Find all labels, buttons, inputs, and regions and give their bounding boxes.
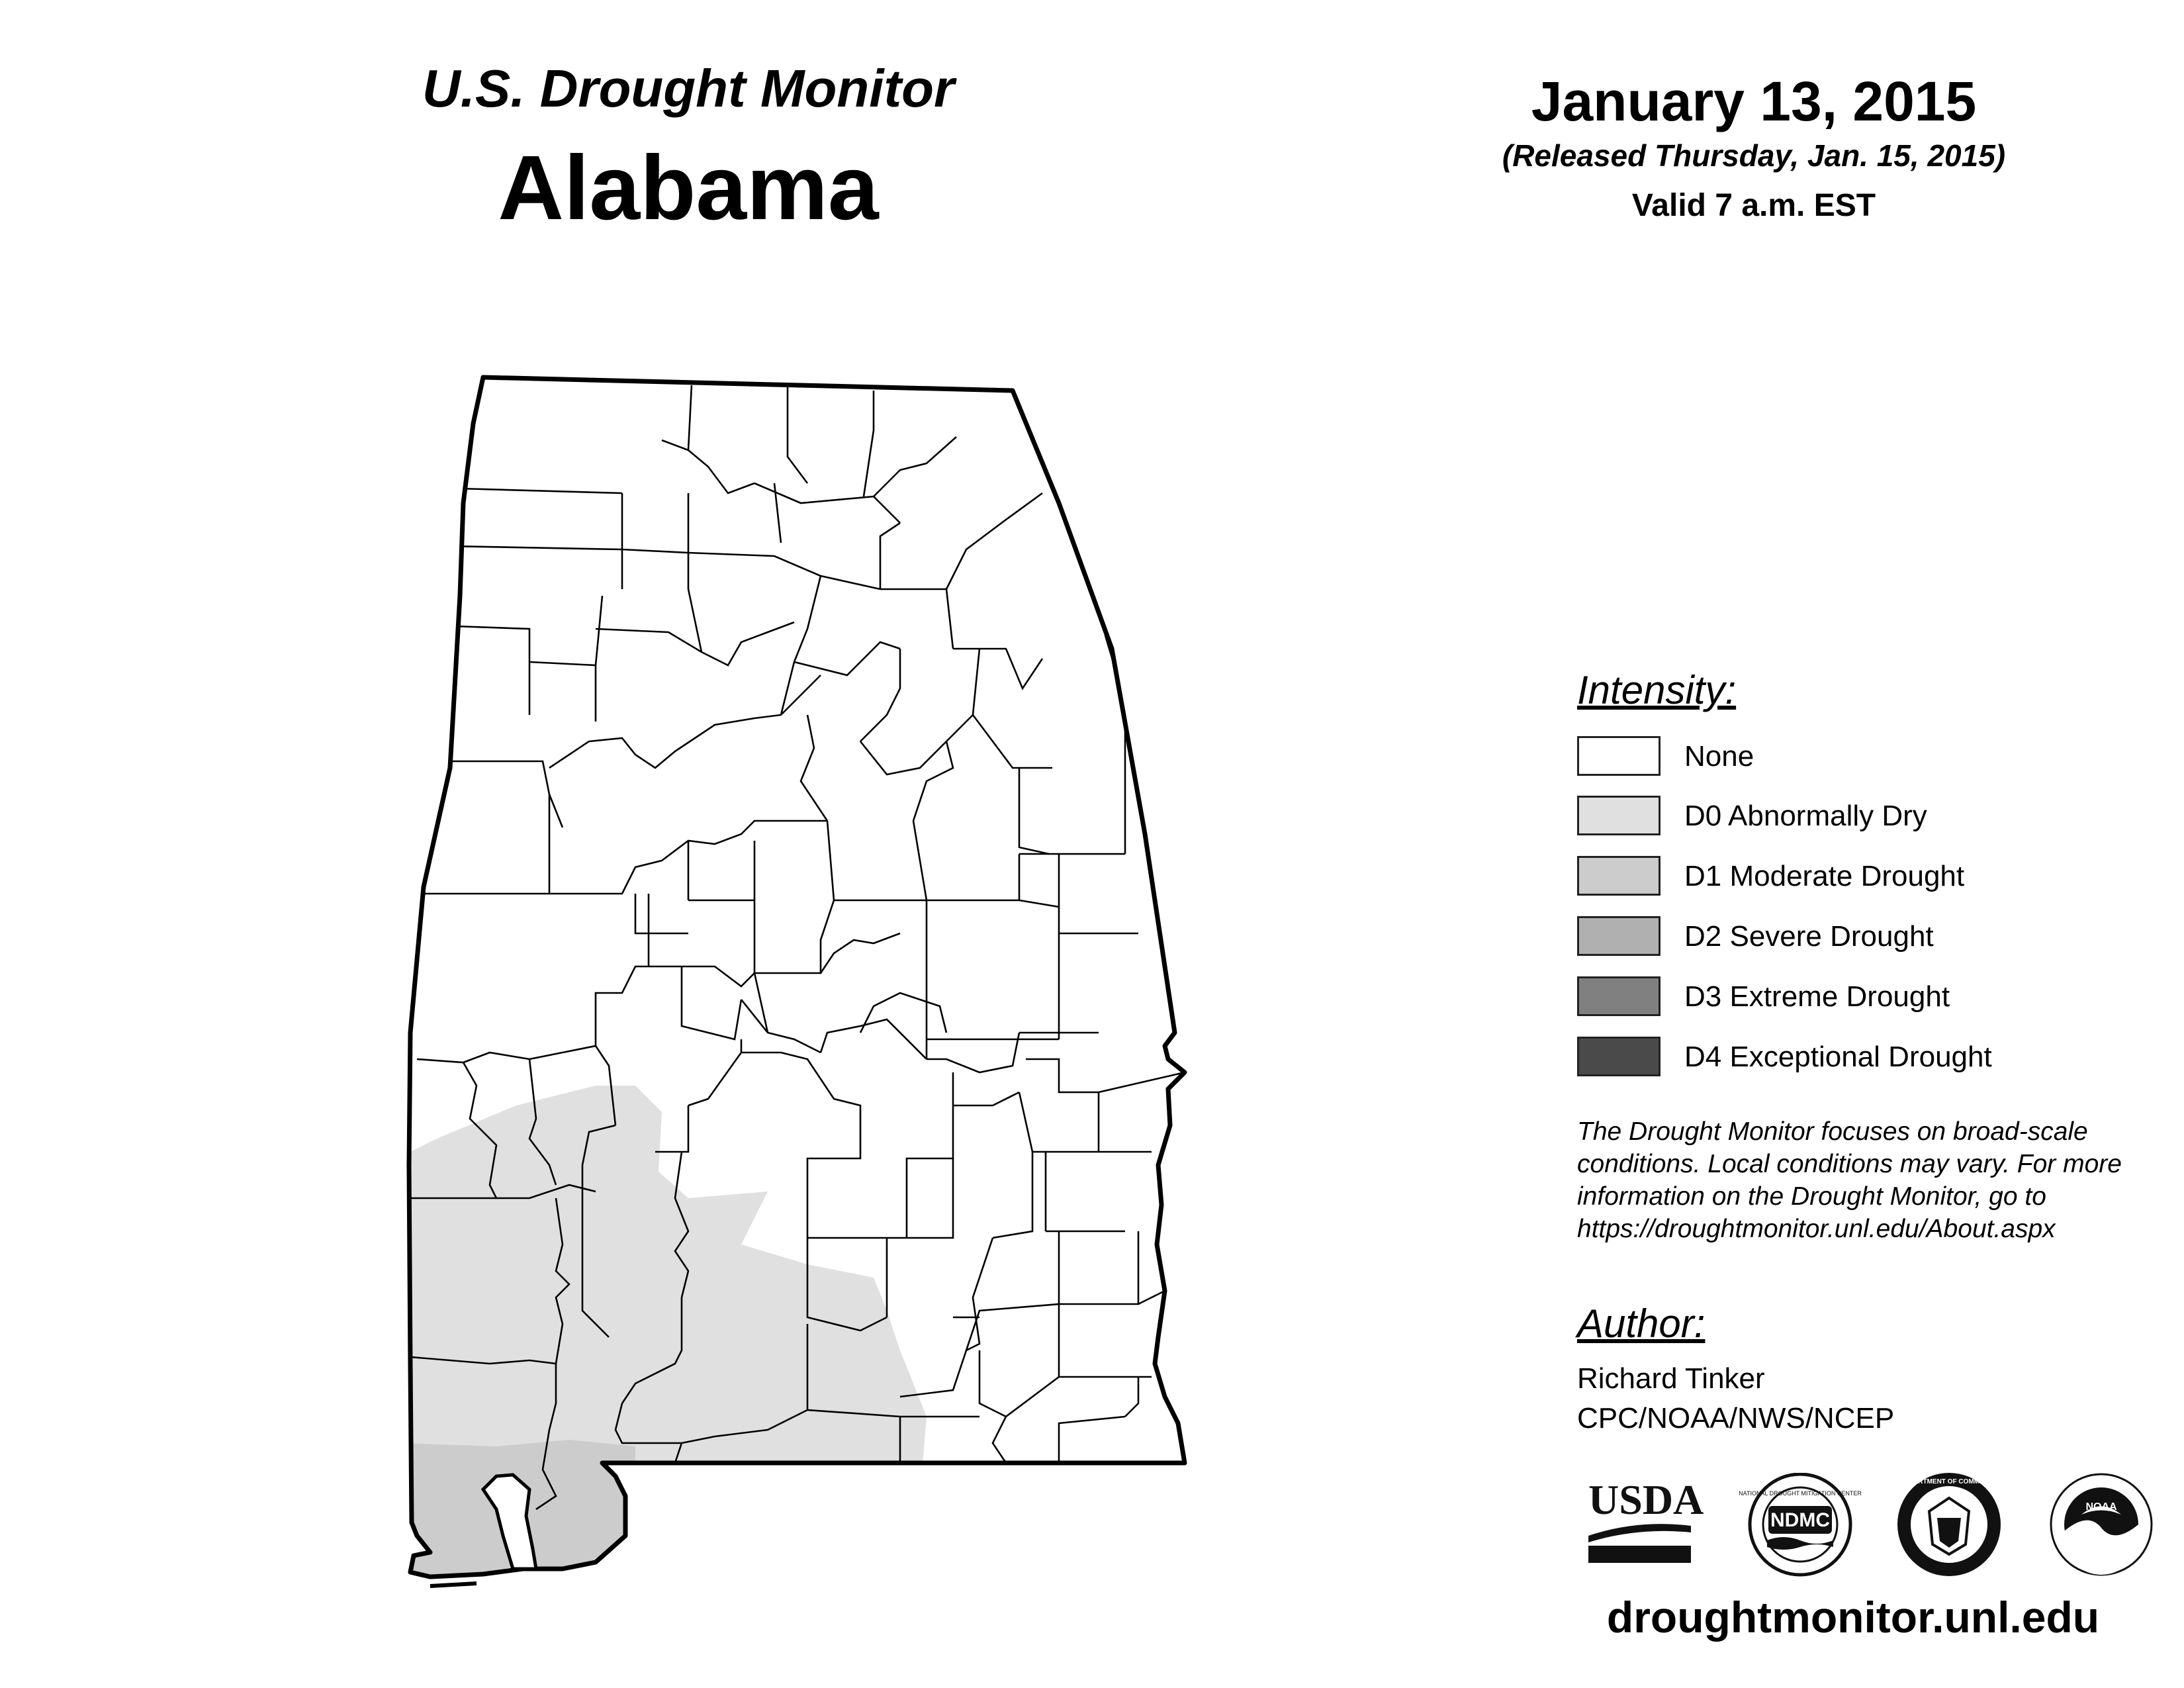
legend-swatch — [1577, 736, 1661, 776]
commerce-seal-icon — [1897, 1473, 2001, 1576]
noaa-seal-icon — [2051, 1474, 2152, 1575]
alabama-drought-map — [397, 371, 1191, 1628]
legend-label: D3 Extreme Drought — [1684, 980, 1950, 1013]
author-heading: Author: — [1577, 1301, 1706, 1346]
map-date: January 13, 2015 — [1531, 70, 1977, 132]
disclaimer-note: The Drought Monitor focuses on broad-scale conditions. Local conditions may vary. For more information on the Drought Monitor, go to https://droughtmonitor.unl.edu/About.aspx — [1577, 1117, 2122, 1243]
commerce-ring-text: DEPARTMENT OF COMMERCE — [1900, 1478, 1998, 1485]
site-url-link[interactable]: droughtmonitor.unl.edu — [1606, 1593, 2100, 1642]
ndmc-ring-text: NATIONAL DROUGHT MITIGATION CENTER — [1739, 1490, 1862, 1497]
legend-swatch — [1577, 976, 1661, 1016]
legend-title: Intensity: — [1577, 668, 1737, 712]
usda-logo-text: USDA — [1588, 1476, 1704, 1523]
monitor-title: U.S. Drought Monitor — [422, 59, 955, 118]
usda-logo — [1588, 1476, 1704, 1563]
legend-swatch — [1577, 1037, 1661, 1076]
release-date: (Released Thursday, Jan. 15, 2015) — [1502, 138, 2006, 173]
noaa-logo-text: NOAA — [2085, 1501, 2117, 1513]
legend-label: D1 Moderate Drought — [1684, 860, 1965, 892]
dauphin-island — [430, 1583, 477, 1586]
d0-abnormally-dry-area — [397, 1086, 927, 1496]
legend-swatch — [1577, 796, 1661, 835]
valid-time: Valid 7 a.m. EST — [1631, 188, 1876, 223]
legend-swatch — [1577, 916, 1661, 956]
author-name: Richard Tinker — [1577, 1362, 1765, 1395]
state-title: Alabama — [498, 137, 879, 239]
partner-logos — [1585, 1473, 2167, 1579]
ndmc-seal-icon — [1739, 1474, 1862, 1575]
legend-label: D2 Severe Drought — [1684, 920, 1934, 953]
legend-label: D0 Abnormally Dry — [1684, 800, 1927, 832]
legend-label: None — [1684, 740, 1754, 773]
author-organization: CPC/NOAA/NWS/NCEP — [1577, 1402, 1895, 1434]
ndmc-logo-text: NDMC — [1770, 1509, 1830, 1531]
legend-swatch — [1577, 856, 1661, 896]
legend-label: D4 Exceptional Drought — [1684, 1041, 1992, 1073]
